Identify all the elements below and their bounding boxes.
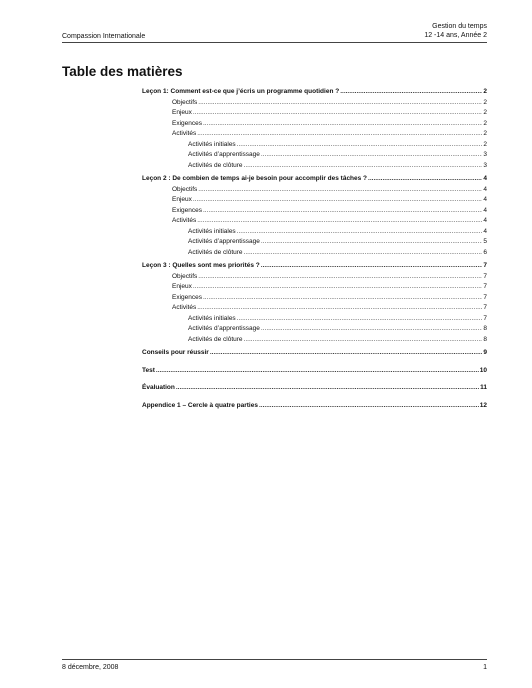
toc-leader-dots — [261, 262, 483, 269]
toc-leader-dots — [198, 273, 482, 280]
toc-entry[interactable] — [142, 273, 487, 284]
toc-entry-page: 2 — [483, 88, 487, 95]
toc-entry[interactable] — [142, 402, 487, 413]
header-organization: Compassion Internationale — [62, 33, 146, 40]
toc-entry-page: 6 — [483, 248, 487, 256]
toc-leader-dots — [193, 196, 483, 203]
toc-leader-dots — [198, 99, 482, 106]
toc-entry-label: Activités — [172, 304, 197, 311]
toc-entry-page: 3 — [483, 161, 487, 169]
toc-entry-page: 10 — [479, 366, 487, 374]
toc-leader-dots — [197, 217, 482, 224]
toc-leader-dots — [237, 315, 483, 322]
toc-entry[interactable] — [142, 99, 487, 110]
toc-leader-dots — [197, 130, 482, 137]
toc-entry-label: Objectifs — [172, 185, 198, 193]
toc-entry[interactable] — [142, 162, 487, 173]
toc-entry-label: Leçon 1: Comment est-ce que j’écris un programme quotidien ? — [142, 88, 340, 95]
toc-entry-page: 4 — [483, 175, 487, 182]
toc-leader-dots — [261, 151, 482, 158]
toc-leader-dots — [176, 384, 479, 391]
footer-date: 8 décembre, 2008 — [62, 664, 119, 671]
toc-entry-label: Objectifs — [172, 272, 198, 280]
toc-entry-label: Exigences — [172, 119, 202, 127]
toc-entry-page: 8 — [483, 325, 487, 332]
header-divider — [62, 42, 487, 43]
toc-entry-page: 7 — [483, 293, 487, 301]
toc-entry-label: Activités initiales — [188, 140, 236, 148]
toc-entry-label: Leçon 2 : De combien de temps ai-je besoin pour accomplir des tâches ? — [142, 175, 368, 182]
footer-divider — [62, 659, 487, 660]
toc-entry-page: 7 — [483, 272, 487, 280]
toc-leader-dots — [259, 402, 479, 409]
toc-leader-dots — [203, 207, 482, 214]
header-document-title: Gestion du temps — [432, 23, 487, 30]
toc-entry-label: Activités de clôture — [188, 248, 243, 256]
toc-entry[interactable] — [142, 186, 487, 197]
toc-entry-page: 4 — [483, 227, 487, 235]
toc-entry-label: Activités — [172, 217, 197, 224]
toc-entry-label: Conseils pour réussir — [142, 349, 209, 356]
toc-entry-label: Appendice 1 – Cercle à quatre parties — [142, 401, 258, 409]
toc-title: Table des matières — [62, 64, 183, 79]
toc-leader-dots — [244, 162, 483, 169]
toc-entry-page: 7 — [483, 283, 487, 290]
toc-entry[interactable] — [142, 207, 487, 218]
toc-leader-dots — [198, 186, 482, 193]
toc-entry-label: Activités de clôture — [188, 335, 243, 343]
toc-entry-page: 2 — [483, 109, 487, 116]
toc-entry-page: 7 — [483, 262, 487, 269]
toc-entry[interactable] — [142, 315, 487, 326]
toc-entry-label: Exigences — [172, 206, 202, 214]
toc-entry-page: 12 — [479, 401, 487, 409]
toc-entry[interactable] — [142, 262, 487, 273]
toc-entry-page: 2 — [483, 140, 487, 148]
toc-entry[interactable] — [142, 175, 487, 186]
toc-entry-label: Activités d’apprentissage — [188, 325, 260, 332]
toc-entry[interactable] — [142, 196, 487, 207]
toc-entry[interactable] — [142, 130, 487, 141]
toc-entry[interactable] — [142, 120, 487, 131]
toc-leader-dots — [261, 238, 482, 245]
toc-entry-page: 9 — [483, 349, 487, 356]
toc-entry[interactable] — [142, 249, 487, 260]
toc-entry-label: Test — [142, 366, 155, 374]
toc-entry-label: Activités initiales — [188, 314, 236, 322]
toc-leader-dots — [237, 141, 483, 148]
toc-entry-label: Enjeux — [172, 196, 192, 203]
toc-entry[interactable] — [142, 228, 487, 239]
toc-entry-label: Enjeux — [172, 283, 192, 290]
toc-entry-page: 4 — [483, 217, 487, 224]
toc-entry-page: 2 — [483, 130, 487, 137]
toc-entry[interactable] — [142, 325, 487, 336]
header-document-info — [424, 22, 487, 40]
toc-entry-page: 4 — [483, 196, 487, 203]
toc-leader-dots — [197, 304, 482, 311]
toc-entry[interactable] — [142, 304, 487, 315]
toc-entry[interactable] — [142, 151, 487, 162]
toc-entry[interactable] — [142, 88, 487, 99]
toc-leader-dots — [261, 325, 482, 332]
toc-leader-dots — [210, 349, 483, 356]
toc-entry[interactable] — [142, 349, 487, 360]
toc-entry-label: Enjeux — [172, 109, 192, 116]
toc-entry[interactable] — [142, 294, 487, 305]
toc-entry[interactable] — [142, 238, 487, 249]
toc-entry-label: Exigences — [172, 293, 202, 301]
toc-leader-dots — [203, 120, 482, 127]
toc-entry-page: 4 — [483, 206, 487, 214]
toc-entry-label: Activités d’apprentissage — [188, 151, 260, 158]
toc-entry-label: Activités — [172, 130, 197, 137]
toc-leader-dots — [193, 109, 483, 116]
toc-entry-page: 11 — [480, 384, 487, 391]
toc-entry-page: 7 — [483, 314, 487, 322]
toc-entry-page: 8 — [483, 335, 487, 343]
toc-entry[interactable] — [142, 217, 487, 228]
toc-entry-label: Évaluation — [142, 384, 175, 391]
toc-entry-page: 5 — [483, 238, 487, 245]
toc-leader-dots — [203, 294, 482, 301]
toc-entry-label: Objectifs — [172, 98, 198, 106]
table-of-contents — [142, 88, 487, 412]
toc-leader-dots — [340, 88, 482, 95]
toc-entry[interactable] — [142, 384, 487, 395]
toc-entry-page: 2 — [483, 98, 487, 106]
toc-entry-page: 3 — [483, 151, 487, 158]
footer-page-number: 1 — [483, 664, 487, 671]
toc-leader-dots — [244, 249, 483, 256]
toc-entry[interactable] — [142, 141, 487, 152]
toc-entry-page: 2 — [483, 119, 487, 127]
toc-entry-label: Activités initiales — [188, 227, 236, 235]
toc-leader-dots — [193, 283, 483, 290]
toc-entry[interactable] — [142, 283, 487, 294]
toc-entry[interactable] — [142, 367, 487, 378]
toc-entry-label: Activités de clôture — [188, 161, 243, 169]
toc-leader-dots — [368, 175, 482, 182]
toc-leader-dots — [244, 336, 483, 343]
toc-entry-label: Leçon 3 : Quelles sont mes priorités ? — [142, 262, 260, 269]
toc-entry[interactable] — [142, 336, 487, 347]
toc-entry-label: Activités d’apprentissage — [188, 238, 260, 245]
toc-entry-page: 4 — [483, 185, 487, 193]
toc-leader-dots — [237, 228, 483, 235]
toc-entry-page: 7 — [483, 304, 487, 311]
header-document-subtitle: 12 -14 ans, Année 2 — [424, 32, 487, 39]
toc-leader-dots — [156, 367, 479, 374]
toc-entry[interactable] — [142, 109, 487, 120]
